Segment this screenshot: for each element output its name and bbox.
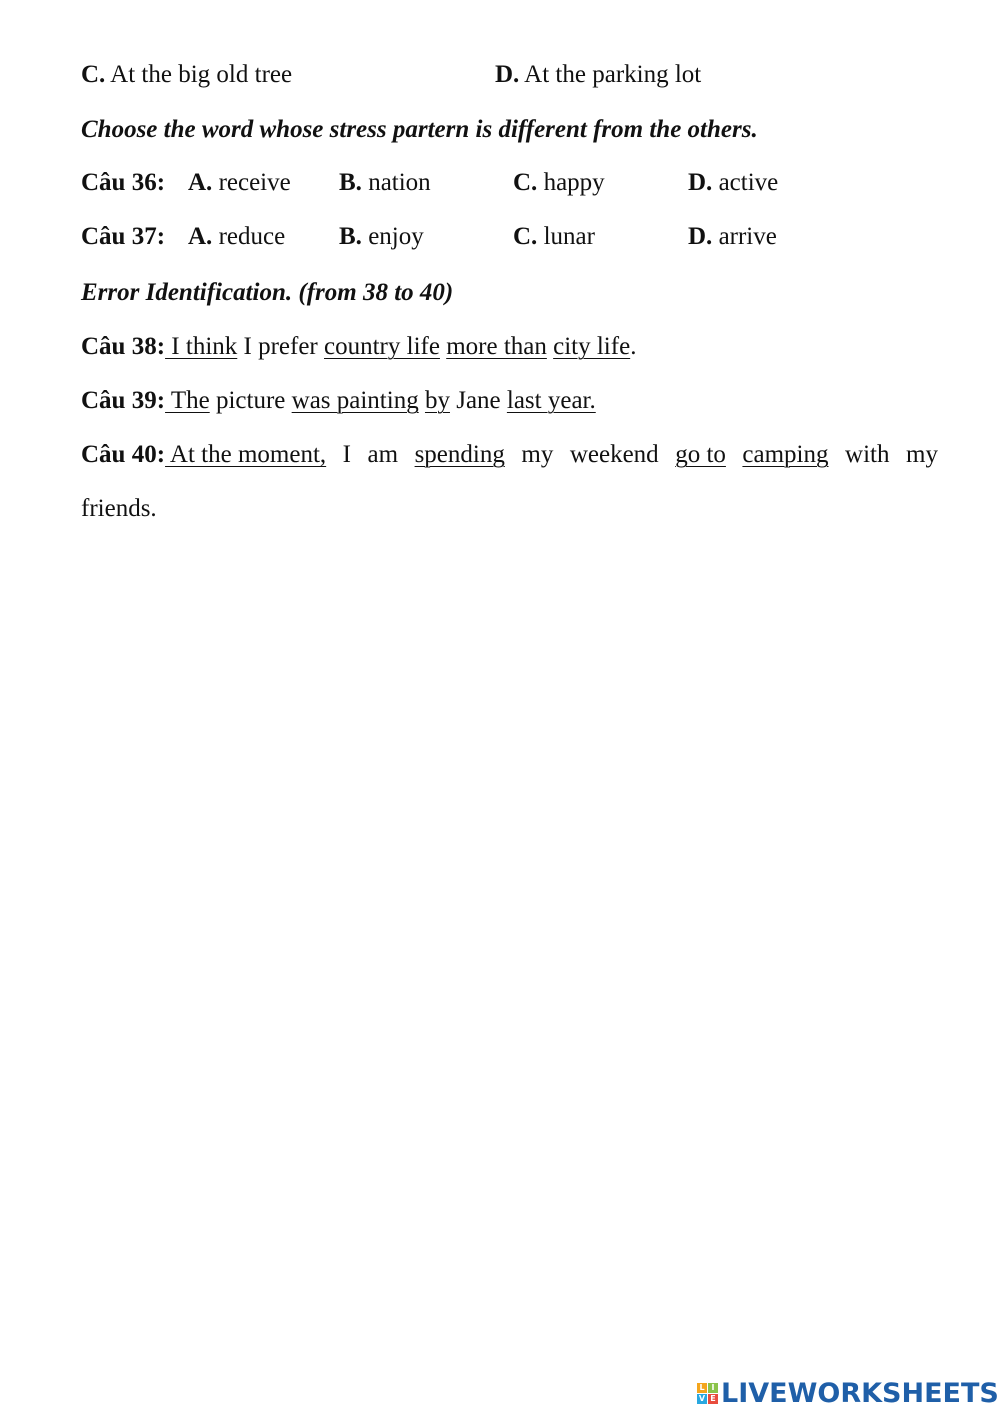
- question-36-label: Câu 36:: [81, 169, 166, 196]
- word: my: [906, 441, 938, 468]
- word: weekend: [569, 441, 659, 468]
- text-segment: .: [630, 333, 637, 360]
- q37-option-d: [688, 223, 777, 251]
- question-38: [81, 332, 636, 362]
- q36-option-d: [688, 169, 778, 197]
- underlined-segment-a: I think: [165, 333, 238, 360]
- q36-option-a: [188, 169, 291, 197]
- liveworksheets-logo: [697, 1378, 999, 1408]
- underlined-segment-a: The: [165, 387, 210, 414]
- underlined-segment-a: At the moment,: [165, 441, 327, 468]
- logo-letter: V: [698, 1393, 706, 1403]
- option-letter: B.: [339, 169, 362, 196]
- word: with: [845, 441, 890, 468]
- logo-letter: L: [697, 1383, 707, 1393]
- option-letter: D.: [495, 61, 520, 88]
- option-text: happy: [537, 169, 605, 196]
- option-letter: A.: [188, 223, 213, 250]
- option-text: reduce: [212, 223, 286, 250]
- underlined-segment-d: last year.: [506, 387, 596, 414]
- text-segment: I prefer: [237, 333, 325, 360]
- option-text: active: [712, 169, 779, 196]
- text-segment: Jane: [449, 387, 507, 414]
- underlined-segment-b: was painting: [291, 387, 419, 414]
- option-letter: C.: [513, 223, 538, 250]
- option-text: receive: [212, 169, 291, 196]
- underlined-segment-b: country life: [324, 333, 440, 360]
- option-letter: B.: [339, 223, 362, 250]
- logo-letter: E: [708, 1394, 718, 1404]
- question-40-line-1: [81, 440, 938, 470]
- option-letter: C.: [81, 61, 106, 88]
- question-label: Câu 38:: [81, 333, 166, 360]
- option-letter: D.: [688, 169, 713, 196]
- section-heading-stress: Choose the word whose stress partern is different from the others.: [81, 116, 758, 143]
- question-39: [81, 386, 596, 416]
- question-40-line-2: friends.: [81, 495, 157, 522]
- option-text: At the big old tree: [105, 61, 293, 88]
- underlined-segment-b: spending: [414, 441, 505, 468]
- option-text: lunar: [537, 223, 595, 250]
- option-letter: C.: [513, 169, 538, 196]
- option-text: enjoy: [361, 223, 424, 250]
- q37-option-a: [188, 223, 285, 251]
- word: I: [342, 441, 351, 468]
- logo-mark-icon: [697, 1383, 718, 1404]
- word: my: [521, 441, 554, 468]
- q36-option-b: [339, 169, 431, 197]
- underlined-segment-c: go to: [675, 441, 726, 468]
- underlined-segment-c: by: [424, 387, 450, 414]
- question-37-label: Câu 37:: [81, 223, 166, 250]
- question-label: Câu 40:: [81, 441, 166, 468]
- question-40-lead: [81, 440, 326, 470]
- q37-option-c: [513, 223, 595, 251]
- q35-option-d: [495, 61, 701, 89]
- question-label: Câu 39:: [81, 387, 166, 414]
- word: am: [367, 441, 399, 468]
- option-letter: A.: [188, 169, 213, 196]
- q37-option-b: [339, 223, 424, 251]
- section-heading-error-identification: Error Identification. (from 38 to 40): [81, 279, 454, 306]
- logo-text: LIVEWORKSHEETS: [721, 1377, 999, 1409]
- logo-letter: I: [708, 1383, 718, 1393]
- q36-option-c: [513, 169, 605, 197]
- underlined-segment-d: city life: [553, 333, 631, 360]
- option-text: arrive: [712, 223, 777, 250]
- option-text: At the parking lot: [519, 61, 702, 88]
- text-segment: picture: [209, 387, 292, 414]
- underlined-segment-d: camping: [742, 441, 829, 468]
- q35-option-c: [81, 61, 292, 89]
- underlined-segment-c: more than: [446, 333, 547, 360]
- option-text: nation: [361, 169, 431, 196]
- option-letter: D.: [688, 223, 713, 250]
